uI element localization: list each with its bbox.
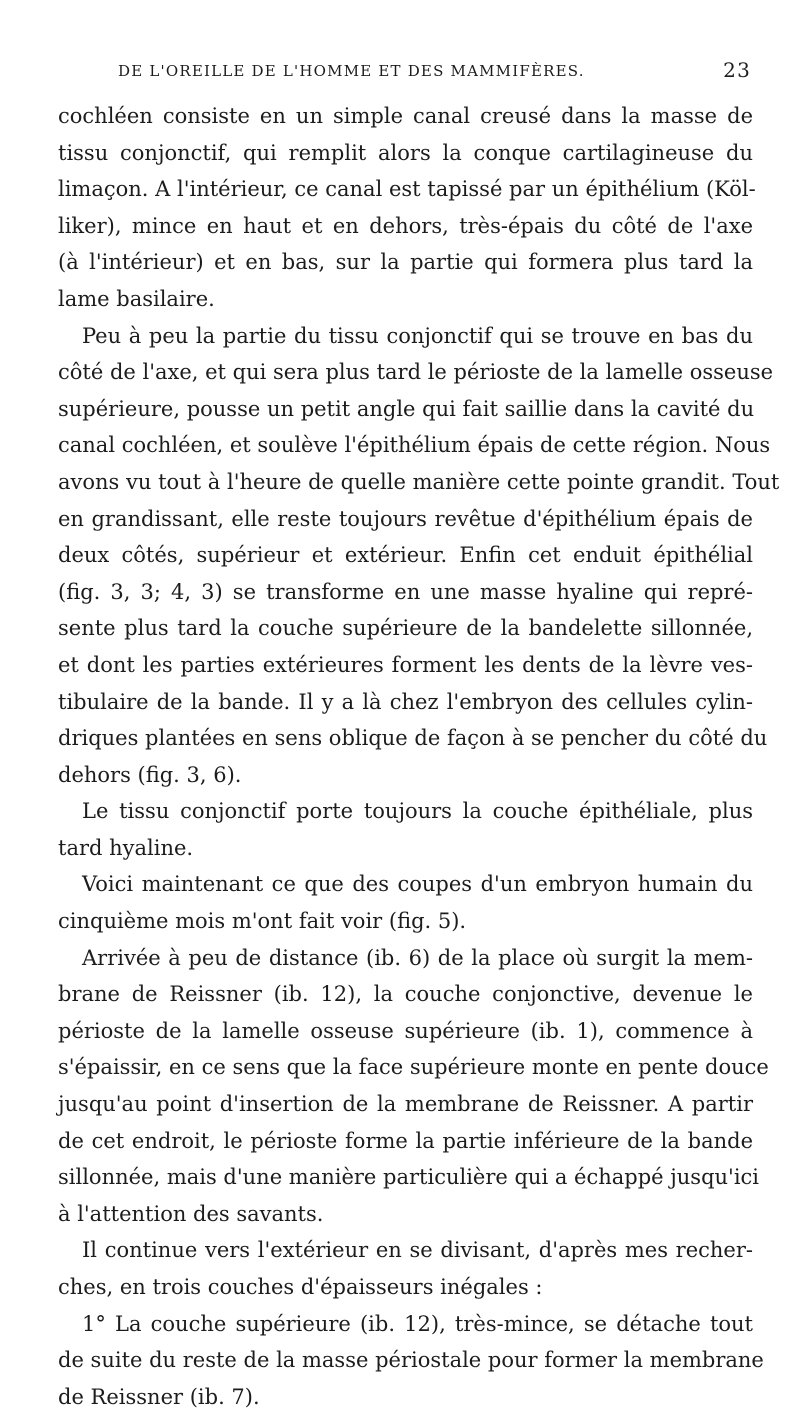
text-line: limaçon. A l'intérieur, ce canal est tapissé par un épithélium (Köl- xyxy=(58,177,756,202)
text-line: Voici maintenant ce que des coupes d'un embryon humain du xyxy=(82,872,753,897)
text-line: avons vu tout à l'heure de quelle manière cette pointe grandit. Tout xyxy=(58,469,780,494)
text-line: cochléen consiste en un simple canal creusé dans la masse de xyxy=(58,104,753,128)
text-line: supérieure, pousse un petit angle qui fait saillie dans la cavité du xyxy=(58,396,755,421)
text-line: tissu conjonctif, qui remplit alors la conque cartilagineuse du xyxy=(58,140,753,165)
text-line: canal cochléen, et soulève l'épithélium épais de cette région. Nous xyxy=(58,433,771,458)
body-text xyxy=(58,98,780,1415)
text-line: périoste de la lamelle osseuse supérieure (ib. 1), commence à xyxy=(58,1018,753,1043)
running-head xyxy=(58,58,753,88)
text-line: tibulaire de la bande. Il y a là chez l'embryon des cellules cylin- xyxy=(58,689,753,714)
text-line: jusqu'au point d'insertion de la membrane de Reissner. A partir xyxy=(58,1092,753,1117)
text-line: s'épaissir, en ce sens que la face supérieure monte en pente douce xyxy=(58,1055,769,1080)
text-line: (fig. 3, 3; 4, 3) se transforme en une masse hyaline qui repré- xyxy=(58,579,753,604)
text-line: côté de l'axe, et qui sera plus tard le périoste de la lamelle osseuse xyxy=(58,360,774,385)
text-line: en grandissant, elle reste toujours revêtue d'épithélium épais de xyxy=(58,506,753,531)
text-line: brane de Reissner (ib. 12), la couche conjonctive, devenue le xyxy=(58,982,753,1007)
text-line: ches, en trois couches d'épaisseurs inégales : xyxy=(58,1275,543,1299)
text-line: deux côtés, supérieur et extérieur. Enfin cet enduit épithélial xyxy=(58,543,753,568)
running-title: DE L'OREILLE DE L'HOMME ET DES MAMMIFÈRES. xyxy=(118,62,585,80)
text-line: sillonnée, mais d'une manière particulière qui a échappé jusqu'ici xyxy=(58,1165,760,1190)
text-line: liker), mince en haut et en dehors, très-épais du côté de l'axe xyxy=(58,213,753,238)
text-line: Il continue vers l'extérieur en se divisant, d'après mes recher- xyxy=(82,1238,753,1263)
text-line: de suite du reste de la masse périostale pour former la membrane xyxy=(58,1348,764,1373)
text-line: et dont les parties extérieures forment les dents de la lèvre ves- xyxy=(58,652,753,677)
page-number: 23 xyxy=(723,58,751,82)
text-line: de Reissner (ib. 7). xyxy=(58,1384,260,1409)
text-line: dehors (fig. 3, 6). xyxy=(58,762,242,787)
text-line: Le tissu conjonctif porte toujours la couche épithéliale, plus xyxy=(82,799,753,824)
text-line: à l'attention des savants. xyxy=(58,1201,324,1226)
text-line: tard hyaline. xyxy=(58,835,194,860)
book-page xyxy=(58,58,780,1415)
text-line: Peu à peu la partie du tissu conjonctif qui se trouve en bas du xyxy=(82,323,753,348)
text-line: sente plus tard la couche supérieure de la bandelette sillonnée, xyxy=(58,616,753,641)
text-line: (à l'intérieur) et en bas, sur la partie qui formera plus tard la xyxy=(58,250,753,275)
text-line: cinquième mois m'ont fait voir (fig. 5). xyxy=(58,909,467,934)
text-line: de cet endroit, le périoste forme la partie inférieure de la bande xyxy=(58,1128,753,1153)
text-line: 1° La couche supérieure (ib. 12), très-mince, se détache tout xyxy=(82,1311,753,1336)
text-line: lame basilaire. xyxy=(58,286,215,311)
text-line: Arrivée à peu de distance (ib. 6) de la place où surgit la mem- xyxy=(82,945,753,970)
text-line: driques plantées en sens oblique de façon à se pencher du côté du xyxy=(58,726,768,751)
